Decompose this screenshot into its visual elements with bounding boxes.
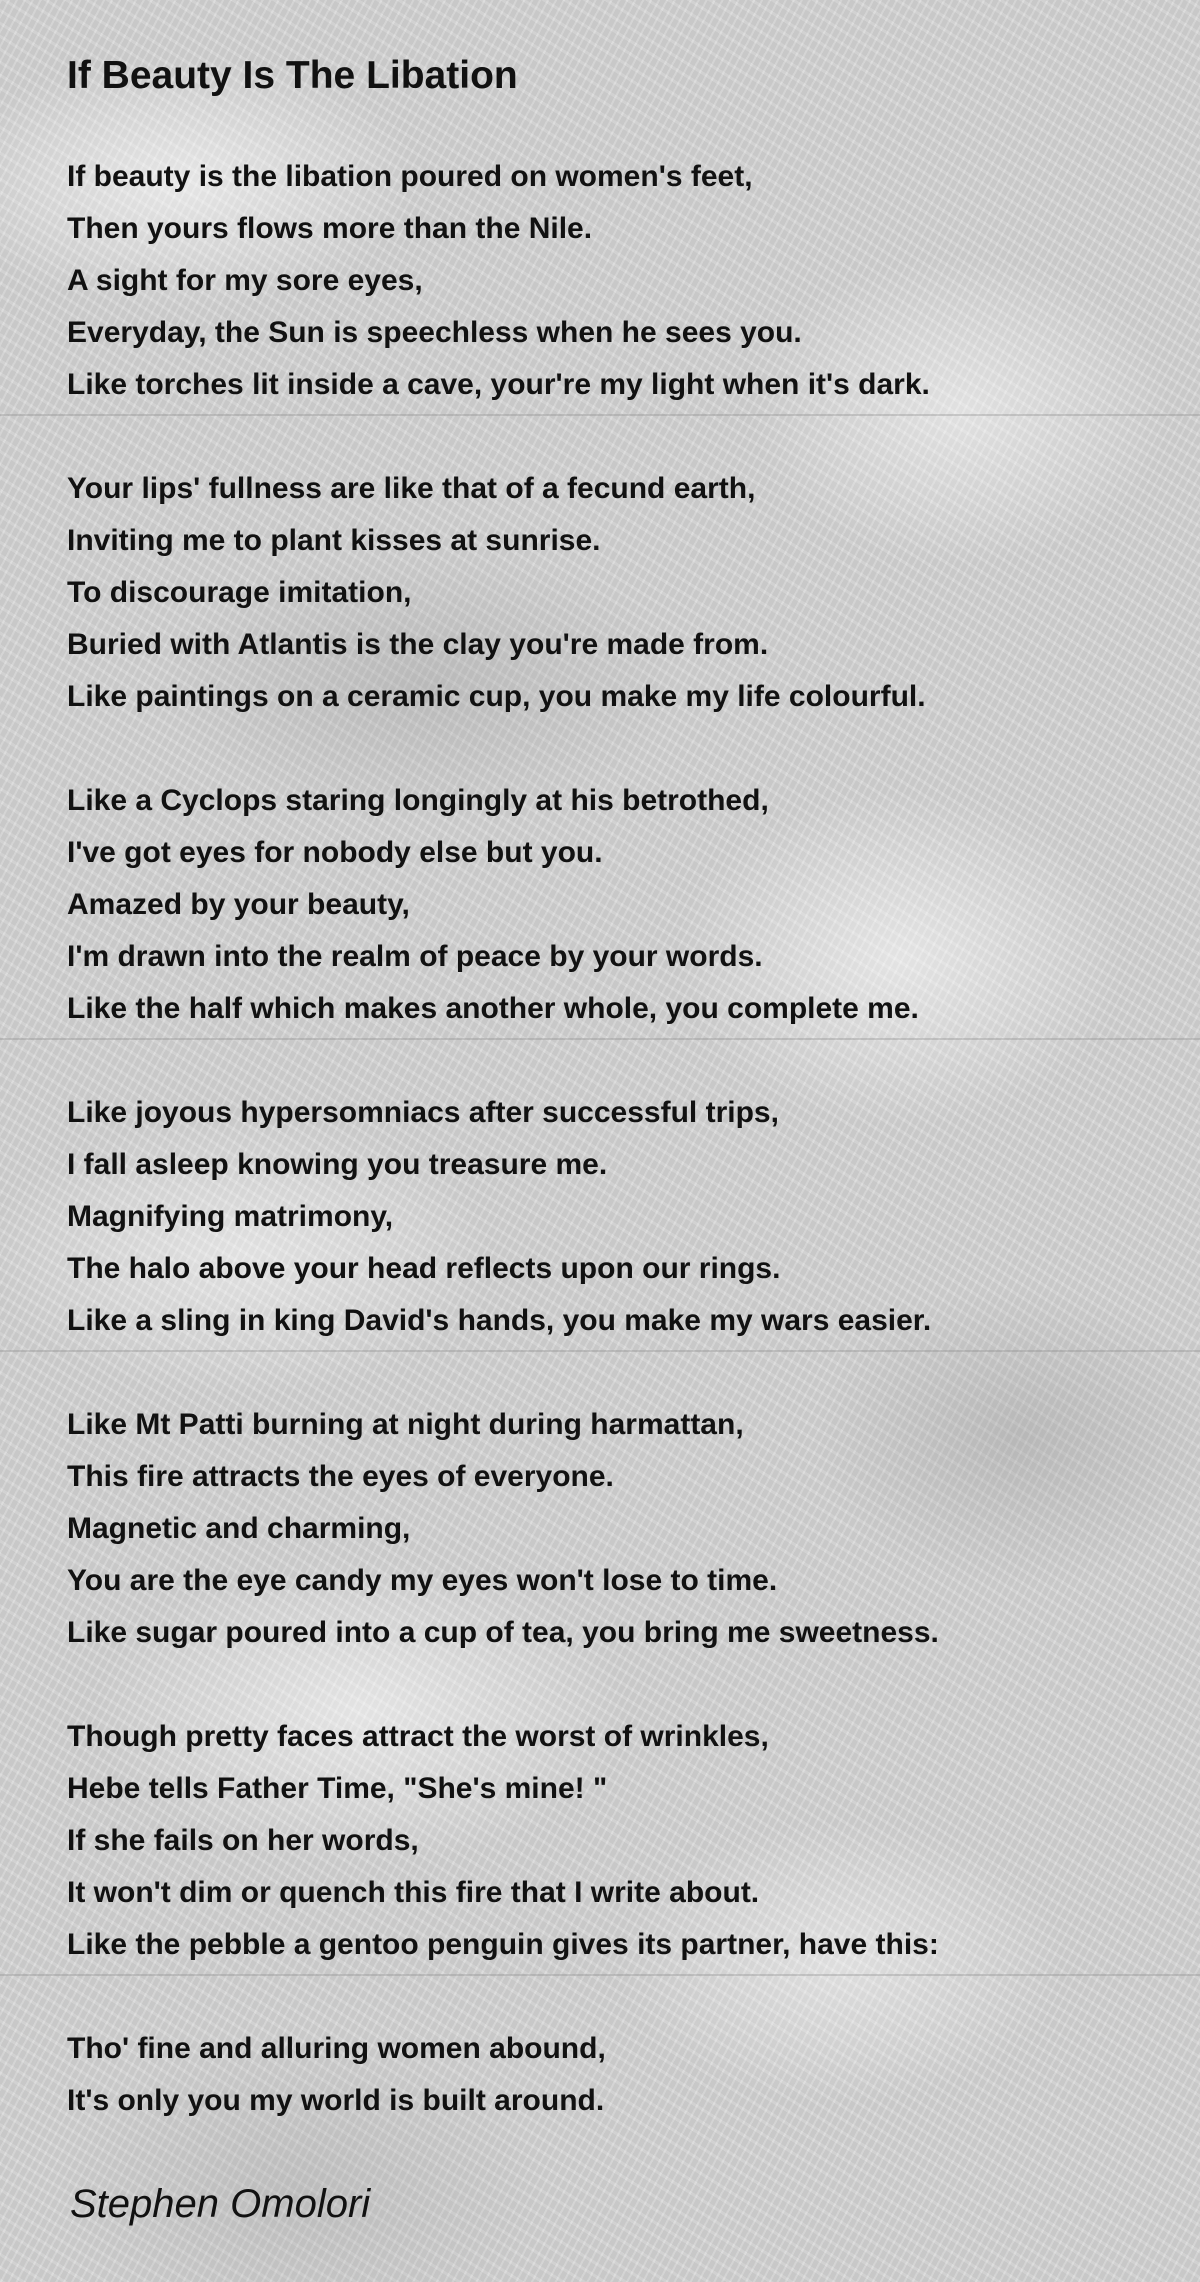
poem-line: Buried with Atlantis is the clay you're made from. (67, 628, 769, 661)
poem-line: Your lips' fullness are like that of a fecund earth, (67, 472, 756, 505)
poem-line: A sight for my sore eyes, (67, 264, 423, 297)
poem-line: Like a Cyclops staring longingly at his betrothed, (67, 784, 769, 817)
poem-line: If beauty is the libation poured on women's feet, (67, 160, 753, 193)
author-signature: Stephen Omolori (70, 2182, 371, 2226)
poem-line: Like sugar poured into a cup of tea, you bring me sweetness. (67, 1616, 939, 1649)
stanza (67, 2023, 1177, 2127)
poem-line: It won't dim or quench this fire that I write about. (67, 1876, 760, 1909)
poem-line: You are the eye candy my eyes won't lose to time. (67, 1564, 778, 1597)
poem-line: Like Mt Patti burning at night during harmattan, (67, 1408, 744, 1441)
poem-line: To discourage imitation, (67, 576, 412, 609)
poem-line: I've got eyes for nobody else but you. (67, 836, 603, 869)
poem-line: Like the pebble a gentoo penguin gives its partner, have this: (67, 1928, 939, 1961)
poem-line: Magnetic and charming, (67, 1512, 411, 1545)
poem-line: I'm drawn into the realm of peace by your words. (67, 940, 763, 973)
poem-line: Like the half which makes another whole, you complete me. (67, 992, 919, 1025)
stanza (67, 463, 1177, 723)
poem-line: Like a sling in king David's hands, you make my wars easier. (67, 1304, 932, 1337)
poem-line: The halo above your head reflects upon our rings. (67, 1252, 781, 1285)
poem-title: If Beauty Is The Libation (67, 54, 518, 97)
poem-line: It's only you my world is built around. (67, 2084, 605, 2117)
stanza (67, 151, 1177, 411)
stanza (67, 1399, 1177, 1659)
poem-line: Like torches lit inside a cave, your're my light when it's dark. (67, 368, 930, 401)
poem-line: Inviting me to plant kisses at sunrise. (67, 524, 601, 557)
stanza (67, 1711, 1177, 1971)
poem-line: If she fails on her words, (67, 1824, 419, 1857)
stanza (67, 1087, 1177, 1347)
poem-line: Then yours flows more than the Nile. (67, 212, 593, 245)
poem-line: Like joyous hypersomniacs after successful trips, (67, 1096, 779, 1129)
poem-line: Like paintings on a ceramic cup, you make my life colourful. (67, 680, 926, 713)
poem-line: Everyday, the Sun is speechless when he sees you. (67, 316, 802, 349)
poem-line: This fire attracts the eyes of everyone. (67, 1460, 614, 1493)
poem-line: Magnifying matrimony, (67, 1200, 394, 1233)
stanza (67, 775, 1177, 1035)
poem-line: I fall asleep knowing you treasure me. (67, 1148, 608, 1181)
poem-line: Tho' fine and alluring women abound, (67, 2032, 606, 2065)
poem-line: Though pretty faces attract the worst of wrinkles, (67, 1720, 769, 1753)
poem-line: Hebe tells Father Time, "She's mine! " (67, 1772, 608, 1805)
poem-line: Amazed by your beauty, (67, 888, 410, 921)
poem-body (67, 151, 1177, 2179)
